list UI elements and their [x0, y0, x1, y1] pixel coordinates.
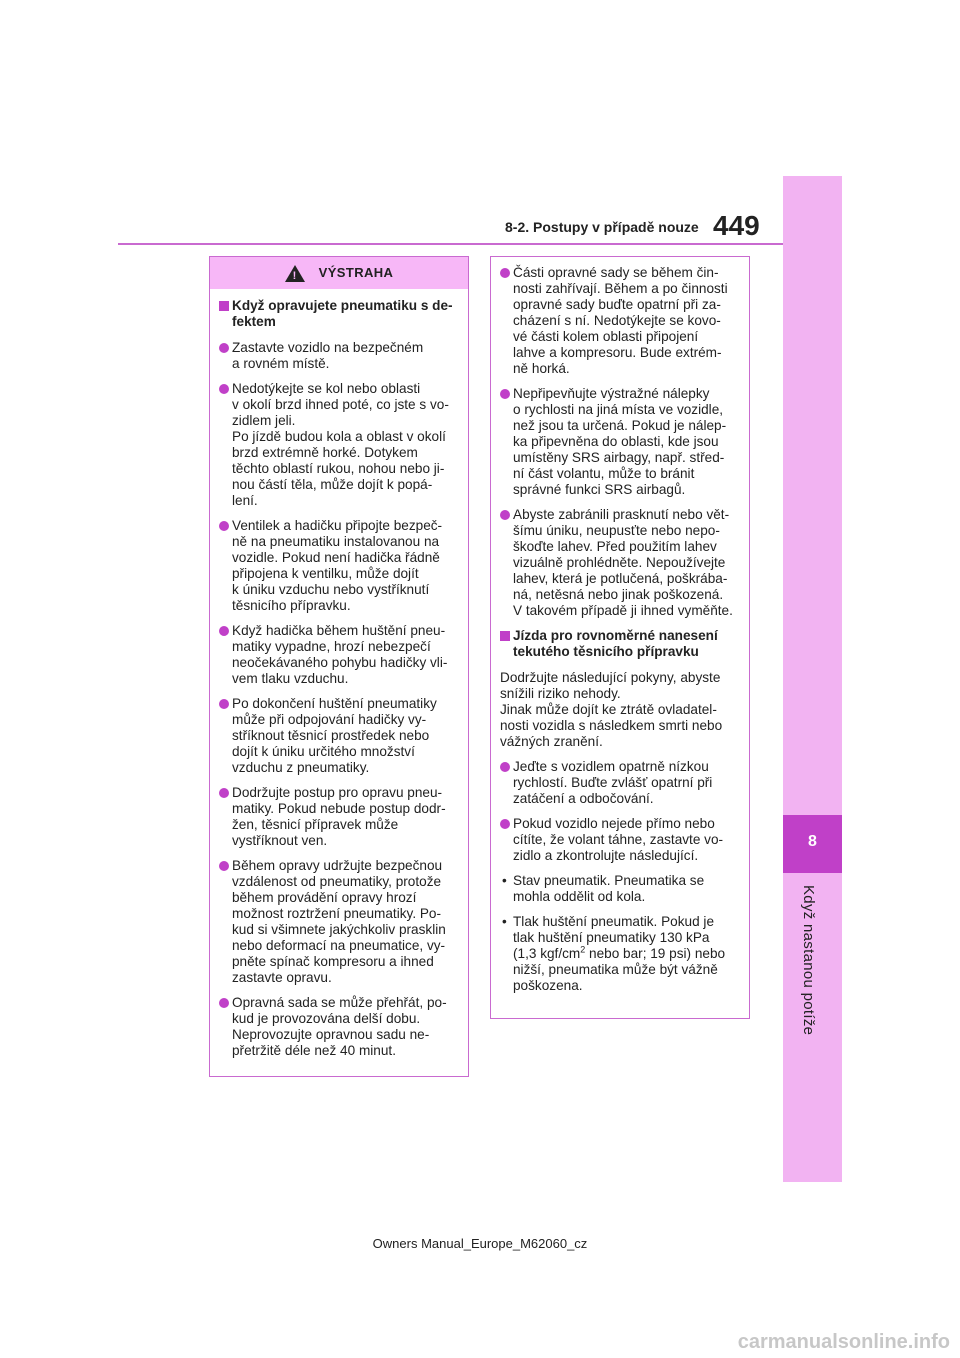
warning-item: Dodržujte postup pro opravu pneu- matiky. Pokud nebude postup dodr- žen, těsnicí přípravek může vystříknout ven.	[219, 785, 459, 849]
section-title: 8-2. Postupy v případě nouze	[505, 219, 699, 235]
chapter-title: Když nastanou potíže	[800, 885, 817, 1036]
warning-left-list	[219, 340, 459, 1059]
warning-item: Jeďte s vozidlem opatrně nízkou rychlostí. Buďte zvlášť opatrní při zatáčení a odbočování.	[500, 759, 740, 807]
warning-header	[210, 257, 468, 289]
warning-triangle-icon	[285, 265, 305, 282]
sub-item: • Stav pneumatik. Pneumatika se mohla oddělit od kola.	[500, 873, 740, 905]
warning-right-list-2	[500, 759, 740, 864]
warning-heading: Když opravujete pneumatiku s de- fektem	[219, 298, 459, 330]
watermark: carmanualsonline.info	[737, 1331, 950, 1353]
sub-item-pressure: • Tlak huštění pneumatik. Pokud je tlak huštění pneumatiky 130 kPa (1,3 kgf/$cm^2$ nebo bar; 19 psi) nebo nižší, pneumatika může být vážně poškozena.	[500, 914, 740, 994]
warning-item: Během opravy udržujte bezpečnou vzdálenost od pneumatiky, protože během provádění opravy hrozí možnost roztržení pneumatiky. Po- kud si všimnete jakýchkoliv prasklin nebo deformací na pneumatice, vy- pněte spínač kompresoru a ihned zastavte opravu.	[219, 858, 459, 986]
warning-item: Po dokončení huštění pneumatiky může při odpojování hadičky vy- stříknout těsnicí prostředek nebo dojít k úniku určitého množství vzduchu z pneumatiky.	[219, 696, 459, 776]
warning-item: Nepřipevňujte výstražné nálepky o rychlosti na jiná místa ve vozidle, než jsou ta určená. Pokud je nálep- ka připevněna do oblasti, kde jsou umístěny SRS airbagy, např. střed- ní část volantu, může to bránit správné funkci SRS airbagů.	[500, 386, 740, 498]
warning-heading-2: Jízda pro rovnoměrné nanesení tekutého těsnicího přípravku	[500, 628, 740, 660]
warning-paragraph: Dodržujte následující pokyny, abyste snížili riziko nehody. Jinak může dojít ke ztrátě ovladatel- nosti vozidla s následkem smrti nebo vážných zranění.	[500, 670, 723, 749]
header-divider	[118, 243, 783, 245]
warning-item: Části opravné sady se během čin- nosti zahřívají. Během a po činnosti opravné sady buďte opatrní při za- cházení s ní. Nedotýkejte se kovo- vé části kolem oblasti připojení lahve a kompresoru. Bude extrém- ně horká.	[500, 265, 740, 377]
page-number: 449	[713, 210, 760, 241]
footer-manual-id: Owners Manual_Europe_M62060_cz	[372, 1236, 588, 1251]
warning-item: Nedotýkejte se kol nebo oblasti v okolí brzd ihned poté, co jste s vo- zidlem jeli. Po jízdě budou kola a oblast v okolí brzd extrémně horké. Dotykem těchto oblastí rukou, nohou nebo ji- nou částí těla, může dojít k popá- lení.	[219, 381, 459, 509]
warning-box-left	[209, 256, 469, 1077]
warning-item: Ventilek a hadičku připojte bezpeč- ně na pneumatiku instalovanou na vozidle. Pokud není hadička řádně připojena k ventilku, může dojít k úniku vzduchu nebo vystříknutí těsnicího přípravku.	[219, 518, 459, 614]
chapter-tab	[783, 815, 842, 873]
warning-item: Zastavte vozidlo na bezpečném a rovném místě.	[219, 340, 459, 372]
warning-item: Abyste zabránili prasknutí nebo vět- šímu úniku, neupusťte nebo nepo- škoďte lahev. Před použitím lahev vizuálně prohlédněte. Nepoužívejte lahev, která je potlučená, poškrába- ná, netěsná nebo jinak poškozená. V takovém případě ji ihned vyměňte.	[500, 507, 740, 619]
warning-box-right	[490, 256, 750, 1019]
warning-item: Když hadička během huštění pneu- matiky vypadne, hrozí nebezpečí neočekávaného pohybu hadičky vli- vem tlaku vzduchu.	[219, 623, 459, 687]
chapter-number: 8	[808, 833, 817, 850]
warning-item: Opravná sada se může přehřát, po- kud je provozována delší dobu. Neprovozujte opravnou sadu ne- přetržitě déle než 40 minut.	[219, 995, 459, 1059]
warning-sub-list	[500, 873, 740, 905]
warning-label: VÝSTRAHA	[318, 265, 394, 280]
warning-right-list	[500, 265, 740, 619]
warning-item: Pokud vozidlo nejede přímo nebo cítíte, že volant táhne, zastavte vo- zidlo a zkontrolujte následující.	[500, 816, 740, 864]
